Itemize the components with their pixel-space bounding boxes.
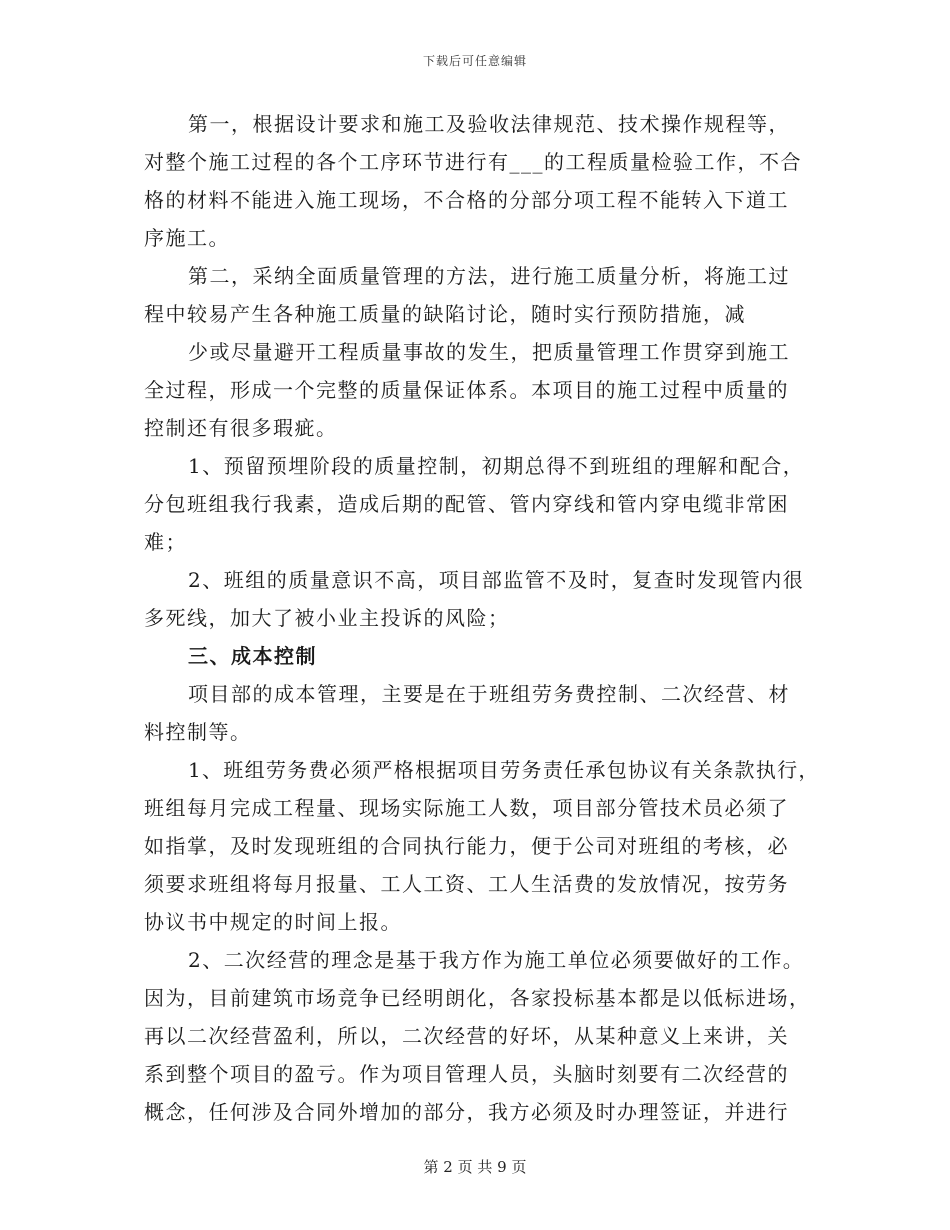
text-line: 协议书中规定的时间上报。 (144, 910, 402, 934)
text-line: 少或尽量避开工程质量事故的发生，把质量管理工作贯穿到施工 (188, 340, 790, 364)
text-line: 1、班组劳务费必须严格根据项目劳务责任承包协议有关条款执行， (188, 758, 820, 782)
text-line: 分包班组我行我素，造成后期的配管、管内穿线和管内穿电缆非常困 (144, 492, 789, 516)
text-line: 须要求班组将每月报量、工人工资、工人生活费的发放情况，按劳务 (144, 872, 789, 896)
text-line: 序施工。 (144, 226, 230, 250)
text-line: 第二，采纳全面质量管理的方法，进行施工质量分析，将施工过 (188, 264, 790, 288)
text-line: 班组每月完成工程量、现场实际施工人数，项目部分管技术员必须了 (144, 796, 789, 820)
text-line: 第一，根据设计要求和施工及验收法律规范、技术操作规程等， (188, 112, 790, 136)
text-line: 2、二次经营的理念是基于我方作为施工单位必须要做好的工作。 (188, 948, 805, 972)
text-line: 因为，目前建筑市场竞争已经明朗化，各家投标基本都是以低标进场， (144, 986, 811, 1010)
text-line: 再以二次经营盈利，所以，二次经营的好坏，从某种意义上来讲，关 (144, 1024, 789, 1048)
text-line: 1、预留预埋阶段的质量控制，初期总得不到班组的理解和配合， (188, 454, 805, 478)
page-header: 下载后可任意编辑 (422, 54, 527, 68)
text-line: 程中较易产生各种施工质量的缺陷讨论，随时实行预防措施，减 (144, 302, 746, 326)
page-footer: 第 2 页 共 9 页 (423, 1158, 527, 1176)
text-line: 对整个施工过程的各个工序环节进行有___的工程质量检验工作，不合 (144, 150, 802, 174)
text-line: 多死线，加大了被小业主投诉的风险； (144, 606, 510, 630)
text-line: 难； (144, 530, 187, 554)
section-heading: 三、成本控制 (188, 644, 317, 668)
text-line: 格的材料不能进入施工现场，不合格的分部分项工程不能转入下道工 (144, 188, 789, 212)
text-line: 控制还有很多瑕疵。 (144, 416, 338, 440)
text-line: 2、班组的质量意识不高，项目部监管不及时，复查时发现管内很 (188, 568, 805, 592)
text-line: 如指掌，及时发现班组的合同执行能力，便于公司对班组的考核，必 (144, 834, 789, 858)
text-line: 系到整个项目的盈亏。作为项目管理人员，头脑时刻要有二次经营的 (144, 1062, 789, 1086)
text-line: 项目部的成本管理，主要是在于班组劳务费控制、二次经营、材 (188, 682, 790, 706)
text-line: 全过程，形成一个完整的质量保证体系。本项目的施工过程中质量的 (144, 378, 789, 402)
text-line: 料控制等。 (144, 720, 252, 744)
text-line: 概念，任何涉及合同外增加的部分，我方必须及时办理签证，并进行 (144, 1100, 789, 1124)
